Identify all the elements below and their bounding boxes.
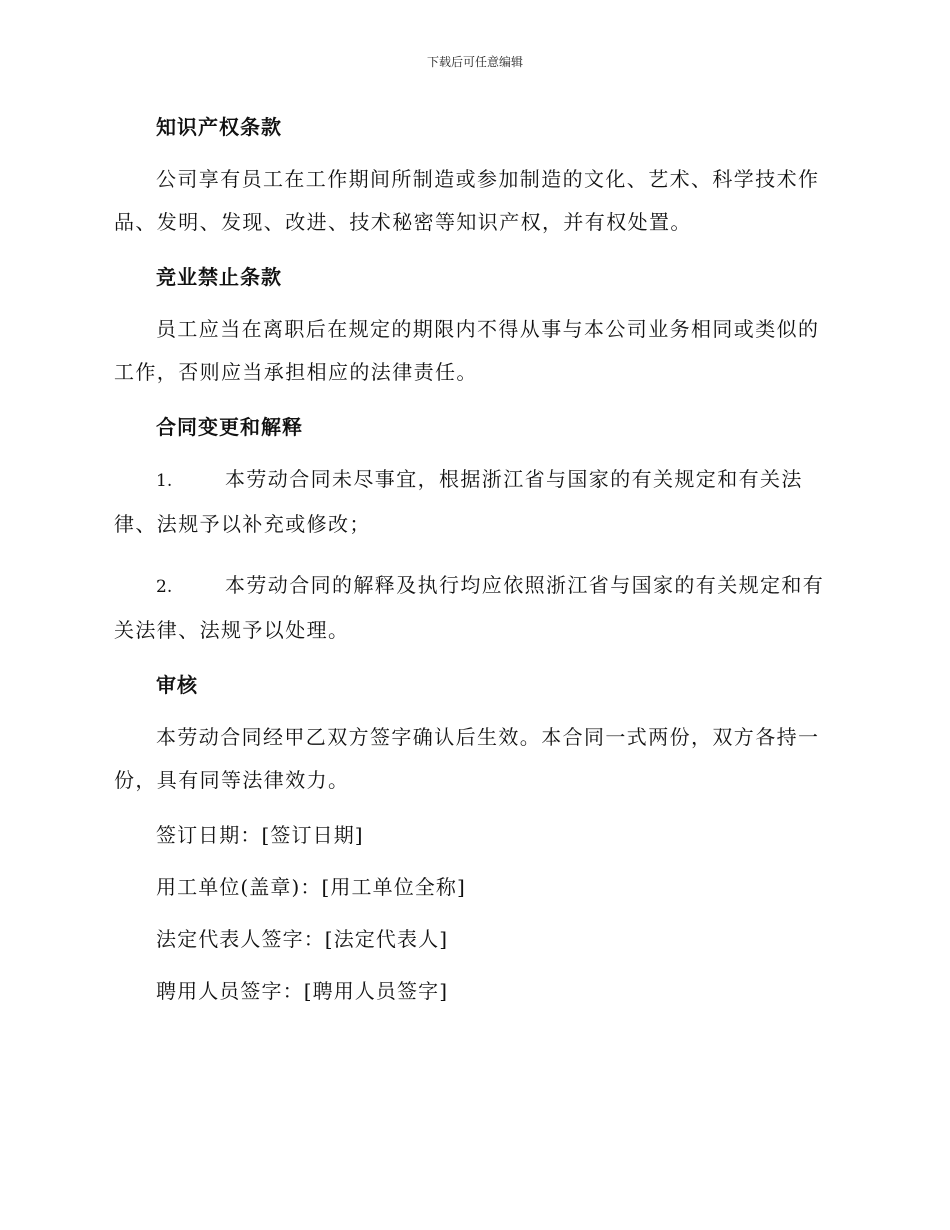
amendment-item-2-number: 2. <box>156 577 173 597</box>
spacer <box>114 142 834 158</box>
amendment-item-2-text-line-2: 关法律、法规予以处理。 <box>114 618 350 642</box>
amendment-item-2-text-line-1: 本劳动合同的解释及执行均应依照浙江省与国家的有关规定和有 <box>225 573 825 597</box>
header-note: 下载后可任意编辑 <box>426 55 523 69</box>
section-title-amendment: 合同变更和解释 <box>156 415 303 439</box>
section-title-intellectual-property: 知识产权条款 <box>156 115 282 139</box>
section-body-non-compete: 员工应当在离职后在规定的期限内不得从事与本公司业务相同或类似的工作，否则应当承担相应的法律责任。 <box>114 317 820 384</box>
spacer <box>114 850 834 872</box>
spacer <box>114 442 834 458</box>
employee-signature-line: 聘用人员签字：[聘用人员签字] <box>156 979 449 1003</box>
spacer <box>114 700 834 716</box>
spacer <box>114 394 834 412</box>
spacer <box>114 954 834 976</box>
employer-seal-line: 用工单位(盖章)：[用工单位全称] <box>156 875 466 899</box>
legal-representative-line: 法定代表人签字：[法定代表人] <box>156 927 449 951</box>
section-body-review: 本劳动合同经甲乙双方签字确认后生效。本合同一式两份，双方各持一份，具有同等法律效力。 <box>114 725 820 792</box>
spacer <box>114 652 834 670</box>
spacer <box>114 244 834 262</box>
amendment-item-1-text-line-2: 律、法规予以补充或修改； <box>114 512 371 536</box>
spacer <box>114 292 834 308</box>
amendment-item-1 <box>114 458 834 546</box>
spacer <box>114 546 834 564</box>
section-title-review: 审核 <box>156 673 198 697</box>
spacer <box>114 902 834 924</box>
amendment-item-1-number: 1. <box>156 471 173 491</box>
document-content <box>114 112 834 1006</box>
amendment-item-2-first-line <box>114 564 834 609</box>
section-title-non-compete: 竞业禁止条款 <box>156 265 282 289</box>
spacer <box>114 802 834 820</box>
amendment-item-1-text-line-1: 本劳动合同未尽事宜，根据浙江省与国家的有关规定和有关法 <box>225 467 803 491</box>
sign-date-line: 签订日期：[签订日期] <box>156 823 364 847</box>
amendment-item-1-first-line <box>114 458 834 503</box>
amendment-item-2 <box>114 564 834 652</box>
section-body-intellectual-property: 公司享有员工在工作期间所制造或参加制造的文化、艺术、科学技术作品、发明、发现、改进、技术秘密等知识产权，并有权处置。 <box>114 167 820 234</box>
